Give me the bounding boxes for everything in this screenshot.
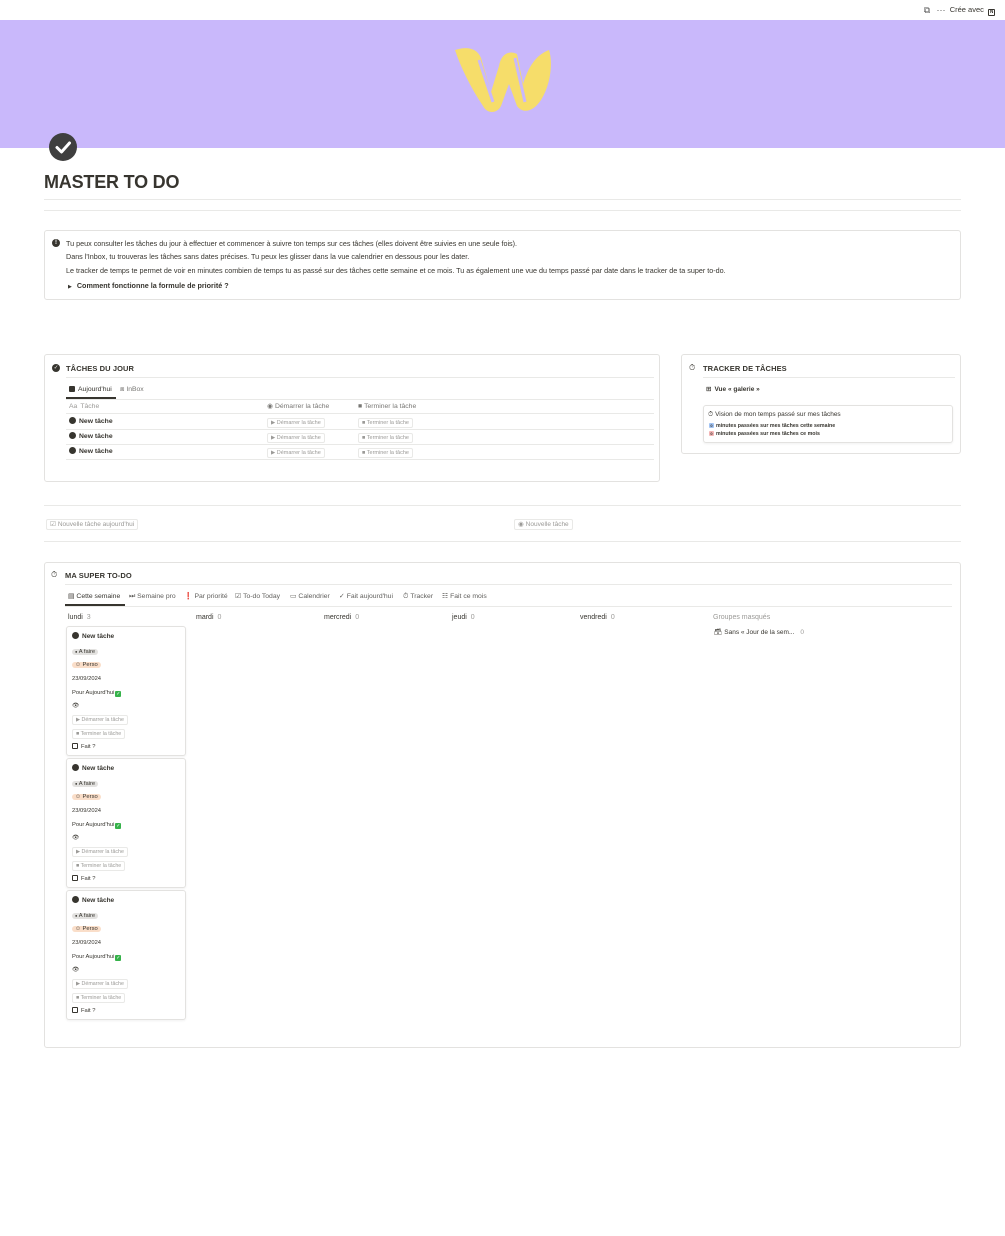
week-minutes-badge: 0	[710, 423, 713, 428]
button-label: Démarrer la tâche	[81, 981, 124, 987]
button-label: Démarrer la tâche	[81, 849, 124, 855]
green-check-icon: ✓	[116, 823, 121, 829]
stopwatch-icon: ⏱	[403, 593, 409, 600]
check-circle-icon	[72, 632, 79, 639]
divider	[66, 444, 654, 445]
done-checkbox[interactable]	[72, 1007, 96, 1016]
column-label: Terminer la tâche	[364, 403, 417, 410]
divider	[66, 413, 654, 414]
tab-label: Par priorité	[194, 593, 228, 600]
card-date: 23/09/2024	[72, 940, 102, 946]
green-check-icon: ✓	[116, 955, 121, 961]
stop-icon: ■	[358, 403, 363, 410]
button-label: Démarrer la tâche	[81, 717, 124, 723]
duplicate-icon[interactable]: ⧉	[923, 5, 931, 15]
hidden-group-item[interactable]	[714, 628, 804, 638]
exclamation-icon: ❗	[184, 593, 193, 600]
today-label: Pour Aujourd'hui	[72, 690, 115, 696]
column-count: 0	[217, 614, 222, 621]
month-minutes-badge: 0	[710, 431, 713, 436]
status-badge: ● A faire	[72, 779, 98, 789]
divider	[65, 606, 952, 607]
made-with-button[interactable]	[950, 4, 995, 16]
made-with-label: Crée avec	[949, 5, 984, 14]
tag-label: Perso	[82, 926, 98, 932]
board-card[interactable]	[66, 626, 186, 756]
tag-badge	[72, 793, 101, 802]
eye-icon: 👁	[72, 703, 80, 709]
end-task-button[interactable]: ■ Terminer la tâche	[72, 993, 125, 1003]
card-title	[72, 764, 114, 773]
card-title	[72, 632, 114, 641]
button-label: Terminer la tâche	[366, 420, 409, 426]
check-circle-icon: ✓	[53, 365, 59, 371]
task-name	[69, 432, 113, 442]
done-checkbox[interactable]	[72, 743, 96, 752]
check-circle-icon	[69, 417, 76, 424]
column-header-terminer[interactable]	[358, 402, 416, 412]
task-label: New tâche	[79, 448, 113, 455]
tab-cette-semaine[interactable]	[68, 592, 120, 602]
checkbox-icon[interactable]	[72, 743, 78, 749]
month-label: minutes passées sur mes tâches ce mois	[716, 431, 820, 437]
column-label: Tâche	[80, 403, 100, 410]
tab-vue-galerie[interactable]	[706, 385, 760, 395]
status-badge: ● A faire	[72, 911, 98, 921]
divider	[44, 199, 961, 200]
toggle-arrow-icon[interactable]: ▶	[68, 284, 72, 290]
divider	[44, 505, 961, 506]
callout-line: Tu peux consulter les tâches du jour à effectuer et commencer à suivre ton temps sur ces tâches (elles doivent être suivies en une seule fois).	[66, 239, 518, 248]
done-label: Fait ?	[81, 1008, 96, 1014]
checkmark-circle-icon[interactable]	[49, 133, 77, 161]
priority-formula-toggle[interactable]	[66, 281, 229, 292]
done-label: Fait ?	[81, 744, 96, 750]
start-task-button[interactable]: ▶ Démarrer la tâche	[267, 448, 325, 458]
card-date: 23/09/2024	[72, 808, 102, 814]
column-count: 3	[86, 614, 91, 621]
button-label: Démarrer la tâche	[276, 450, 321, 456]
callout-line: Le tracker de temps te permet de voir en minutes combien de temps tu as passé sur des tâches cette semaine et ce mois. Tu as également une vue du temps passé par date dans le tracker de ta super to-do.	[66, 266, 726, 275]
new-task-today-button[interactable]	[46, 519, 138, 530]
tracker-card-title	[708, 410, 841, 420]
end-task-button[interactable]: ■ Terminer la tâche	[358, 433, 413, 443]
tab-label: Aujourd'hui	[78, 386, 112, 393]
card-today	[72, 953, 121, 962]
status-label: A faire	[78, 781, 96, 787]
divider	[703, 377, 955, 378]
card-title-label: New tâche	[82, 765, 115, 772]
card-title-label: Vision de mon temps passé sur mes tâches	[715, 411, 841, 418]
column-label: Démarrer la tâche	[274, 403, 330, 410]
hidden-group-count: 0	[800, 629, 804, 636]
text-type-icon: Aa	[69, 403, 78, 410]
divider	[66, 399, 654, 400]
divider	[66, 429, 654, 430]
exclamation-icon: !	[52, 239, 60, 247]
board-card[interactable]	[66, 890, 186, 1020]
tag-label: Perso	[82, 794, 98, 800]
section-title: TRACKER DE TÂCHES	[703, 364, 787, 373]
month-minutes	[709, 430, 820, 438]
info-callout	[44, 230, 961, 300]
column-label: lundi	[68, 614, 83, 621]
divider	[66, 377, 654, 378]
w-logo-icon	[453, 44, 553, 116]
callout-line: Dans l'Inbox, tu trouveras les tâches sans dates précises. Tu peux les glisser dans la vue calendrier en dessous pour les dater.	[66, 252, 470, 261]
notion-icon: N	[989, 9, 994, 15]
check-circle-icon	[69, 447, 76, 454]
board-column-header-mercredi[interactable]	[324, 613, 359, 623]
today-label: Pour Aujourd'hui	[72, 822, 115, 828]
task-name	[69, 417, 113, 427]
status-label: A faire	[78, 649, 96, 655]
emoji-icon: ☺	[75, 794, 81, 800]
green-check-icon: ✓	[116, 691, 121, 697]
emoji-icon: ☺	[75, 926, 81, 932]
taches-du-jour-block	[44, 354, 660, 482]
tab-label: Semaine pro	[137, 593, 176, 600]
tracker-block	[681, 354, 961, 454]
top-bar	[0, 0, 1005, 20]
week-label: minutes passées sur mes tâches cette semaine	[716, 423, 836, 429]
button-label: Démarrer la tâche	[276, 435, 321, 441]
tab-label: Vue « galerie »	[714, 386, 760, 393]
eye-icon: 👁	[72, 967, 80, 973]
hidden-group-label: Sans « Jour de la sem...	[724, 629, 795, 636]
task-name	[69, 447, 113, 457]
check-circle-icon: ◉	[518, 521, 524, 528]
tab-par-priorite[interactable]	[184, 592, 228, 602]
section-title: MA SUPER TO-DO	[65, 571, 132, 580]
status-label: A faire	[78, 913, 96, 919]
tab-fait-ce-mois[interactable]	[442, 592, 487, 602]
toggle-label: Comment fonctionne la formule de priorité ?	[76, 281, 229, 290]
list-icon: ☷	[442, 593, 449, 600]
check-circle-icon	[72, 896, 79, 903]
tag-badge	[72, 925, 101, 934]
task-label: New tâche	[79, 418, 113, 425]
task-label: New tâche	[79, 433, 113, 440]
tab-semaine-pro[interactable]	[129, 592, 176, 602]
checkbox-icon	[69, 386, 75, 392]
start-task-button[interactable]: ▶ Démarrer la tâche	[72, 847, 128, 857]
tab-inbox[interactable]	[120, 385, 144, 395]
end-task-button[interactable]: ■ Terminer la tâche	[358, 448, 413, 458]
card-title-label: New tâche	[82, 633, 115, 640]
board-column-header-lundi[interactable]	[68, 613, 91, 623]
button-label: Terminer la tâche	[366, 450, 409, 456]
tab-aujourdhui[interactable]	[69, 385, 112, 395]
start-task-button[interactable]: ▶ Démarrer la tâche	[267, 433, 325, 443]
board-column-header-vendredi[interactable]	[580, 613, 615, 623]
board-column-header-jeudi[interactable]	[452, 613, 475, 623]
checkmark-icon	[49, 133, 77, 161]
page-title: MASTER TO DO	[44, 172, 180, 192]
button-label: Terminer la tâche	[80, 731, 122, 737]
column-label: mardi	[196, 614, 214, 621]
button-label: Terminer la tâche	[80, 995, 122, 1001]
card-today	[72, 821, 121, 830]
end-task-button[interactable]: ■ Terminer la tâche	[358, 418, 413, 428]
divider	[66, 459, 654, 460]
tracker-card[interactable]	[703, 405, 953, 443]
card-title-label: New tâche	[82, 897, 115, 904]
check-circle-icon	[72, 764, 79, 771]
new-task-button[interactable]	[514, 519, 573, 530]
eye-icon: 👁	[72, 835, 80, 841]
start-task-button[interactable]: ▶ Démarrer la tâche	[267, 418, 325, 428]
inbox-icon: 🗃	[714, 629, 723, 636]
end-task-button[interactable]: ■ Terminer la tâche	[72, 729, 125, 739]
button-label: Terminer la tâche	[80, 863, 122, 869]
column-header-demarrer[interactable]	[267, 402, 329, 412]
board-card[interactable]	[66, 758, 186, 888]
end-task-button[interactable]: ■ Terminer la tâche	[72, 861, 125, 871]
tab-label: Fait ce mois	[450, 593, 487, 600]
button-label: Nouvelle tâche	[525, 521, 569, 528]
card-title	[72, 896, 114, 905]
checkbox-icon: ☑	[235, 593, 242, 600]
play-circle-icon: ◉	[267, 403, 273, 410]
checkbox-icon: ☑	[50, 521, 56, 528]
check-circle-icon	[69, 432, 76, 439]
section-title: TÂCHES DU JOUR	[66, 364, 135, 373]
divider	[44, 541, 961, 542]
checkbox-icon[interactable]	[72, 1007, 78, 1013]
done-checkbox[interactable]	[72, 875, 96, 884]
calendar-icon: ▭	[290, 593, 297, 600]
column-count: 0	[470, 614, 475, 621]
stopwatch-icon: ⏱	[689, 363, 696, 372]
button-label: Démarrer la tâche	[276, 420, 321, 426]
box-icon: ⧈	[120, 386, 125, 393]
fast-forward-icon: ⏭	[129, 593, 136, 600]
checkbox-icon[interactable]	[72, 875, 78, 881]
tab-label: Tracker	[410, 593, 434, 600]
column-count: 0	[355, 614, 360, 621]
button-label: Nouvelle tâche aujourd'hui	[57, 521, 135, 528]
tag-label: Perso	[82, 662, 98, 668]
divider	[65, 584, 952, 585]
column-label: mercredi	[324, 614, 352, 621]
card-date: 23/09/2024	[72, 676, 102, 682]
column-label: vendredi	[580, 614, 607, 621]
emoji-icon: ☺	[75, 662, 81, 668]
divider	[44, 210, 961, 211]
column-header-tache[interactable]	[69, 402, 99, 412]
tab-calendrier[interactable]	[290, 592, 330, 602]
tab-tracker[interactable]	[403, 592, 433, 602]
tab-fait-aujourdhui[interactable]	[339, 592, 393, 602]
tab-label: Cette semaine	[76, 593, 121, 600]
tag-badge	[72, 661, 101, 670]
gallery-icon: ⊞	[706, 386, 712, 393]
hidden-groups-label: Groupes masqués	[713, 614, 771, 621]
start-task-button[interactable]: ▶ Démarrer la tâche	[72, 979, 128, 989]
board-column-header-mardi[interactable]	[196, 613, 221, 623]
button-label: Terminer la tâche	[366, 435, 409, 441]
calendar-icon: ▤	[68, 593, 75, 600]
tab-label: InBox	[126, 386, 144, 393]
stopwatch-icon: ⏱	[51, 570, 58, 579]
status-badge: ● A faire	[72, 647, 98, 657]
tab-label: Fait aujourd'hui	[346, 593, 393, 600]
card-today	[72, 689, 121, 698]
column-label: jeudi	[452, 614, 467, 621]
more-options-icon[interactable]: ···	[936, 5, 946, 15]
done-label: Fait ?	[81, 876, 96, 882]
tab-label: To-do Today	[243, 593, 280, 600]
week-minutes	[709, 422, 835, 430]
page-cover[interactable]	[0, 20, 1005, 148]
tab-todo-today[interactable]	[235, 592, 280, 602]
tab-label: Calendrier	[298, 593, 330, 600]
start-task-button[interactable]: ▶ Démarrer la tâche	[72, 715, 128, 725]
column-count: 0	[610, 614, 615, 621]
stopwatch-icon: ⏱	[708, 411, 714, 418]
check-icon: ✓	[339, 593, 345, 600]
today-label: Pour Aujourd'hui	[72, 954, 115, 960]
